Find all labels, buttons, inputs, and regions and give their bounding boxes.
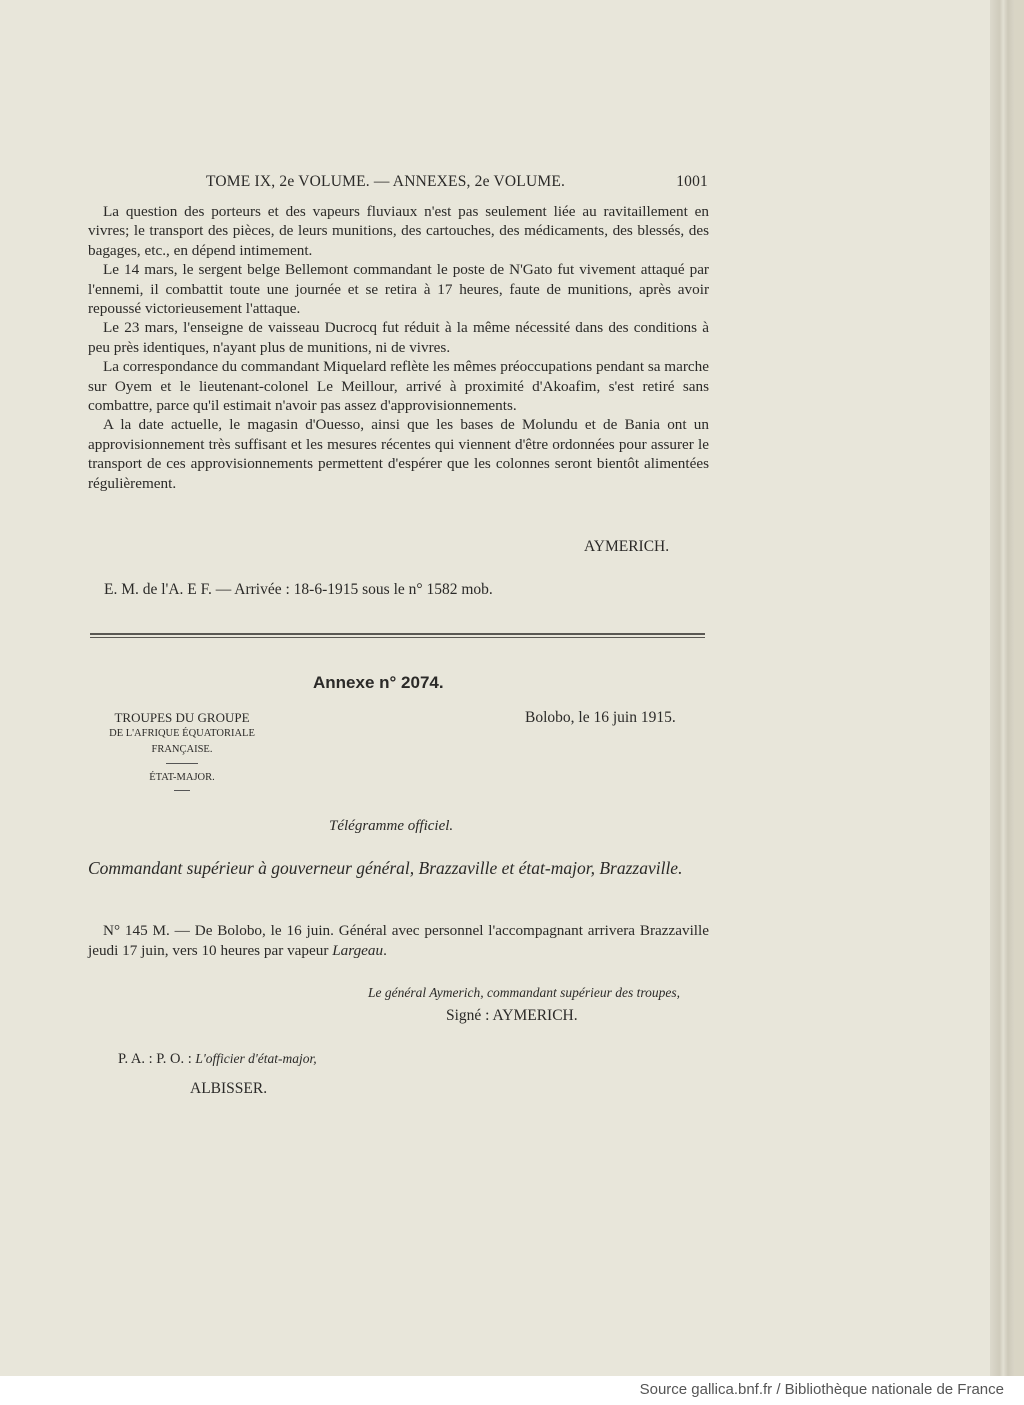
message-text: N° 145 M. — De Bolobo, le 16 juin. Général avec personnel l'accompagnant arrivera Brazzaville jeudi 17 juin, vers 10 heures par vapeur: [88, 922, 709, 959]
issuer-rule: [174, 790, 190, 791]
report-signature: AYMERICH.: [584, 538, 670, 555]
page-edge: [990, 0, 1014, 1376]
paragraph: A la date actuelle, le magasin d'Ouesso, ainsi que les bases de Molundu et de Bania ont un approvisionnement très suffisant et les mesures récentes qui viennent d'être ordonnées pour assurer le transport de ces approvisionnements permettent d'espérer que les colonnes seront bientôt alimentées régulièrement.: [88, 416, 709, 492]
issuer-line: FRANÇAISE.: [151, 744, 213, 755]
annexe-title: Annexe n° 2074.: [313, 673, 444, 692]
pao-line: [118, 1051, 317, 1068]
issuer-block: [92, 709, 272, 791]
paragraph: La correspondance du commandant Miquelard reflète les mêmes préoccupations pendant sa marche sur Oyem et le lieutenant-colonel Le Meillour, arrivé à proximité d'Akoafim, s'est retiré sans combattre, parce qu'il estimait n'avoir pas assez d'approvisionnements.: [88, 358, 709, 415]
telegram-message: [88, 921, 709, 961]
place-date: Bolobo, le 16 juin 1915.: [525, 709, 676, 726]
signatory-title: Le général Aymerich, commandant supérieur des troupes,: [368, 985, 680, 1000]
source-credit: Source gallica.bnf.fr / Bibliothèque nationale de France: [639, 1381, 1004, 1398]
issuer-rule: [166, 763, 198, 764]
paragraph: Le 14 mars, le sergent belge Bellemont commandant le poste de N'Gato fut vivement attaqué par l'ennemi, il combattit toute une journée et se retira à 17 heures, faute de munitions, après avoir repoussé victorieusement l'attaque.: [88, 261, 709, 318]
pao-prefix: P. A. : P. O. :: [118, 1051, 196, 1067]
paragraph: Le 23 mars, l'enseigne de vaisseau Ducrocq fut réduit à la même nécessité dans des conditions à peu près identiques, n'ayant plus de munitions, ni de vivres.: [88, 319, 709, 356]
pao-name: ALBISSER.: [190, 1080, 268, 1097]
running-header: [206, 173, 708, 191]
issuer-line: DE L'AFRIQUE ÉQUATORIALE: [109, 728, 255, 739]
paragraph: La question des porteurs et des vapeurs fluviaux n'est pas seulement liée au ravitaillement en vivres; le transport des pièces, de leurs munitions, des cartouches, des médicaments, des blessés, des bagages, etc., en dépend intimement.: [88, 203, 709, 259]
arrival-note: E. M. de l'A. E F. — Arrivée : 18-6-1915 sous le n° 1582 mob.: [104, 581, 493, 598]
addressee: Commandant supérieur à gouverneur général, Brazzaville et état-major, Brazzaville.: [88, 858, 683, 878]
report-body: [88, 202, 709, 493]
page-number: 1001: [676, 173, 708, 190]
vessel-name: Largeau: [332, 942, 384, 959]
pao-role: L'officier d'état-major,: [195, 1051, 317, 1066]
signatory-name: Signé : AYMERICH.: [446, 1007, 578, 1024]
message-end: .: [383, 942, 387, 959]
telegram-type: Télégramme officiel.: [329, 818, 454, 834]
running-title: TOME IX, 2e VOLUME. — ANNEXES, 2e VOLUME.: [206, 173, 566, 190]
issuer-line: ÉTAT-MAJOR.: [149, 772, 215, 783]
issuer-line: TROUPES DU GROUPE: [114, 710, 250, 725]
section-divider: [90, 633, 705, 638]
